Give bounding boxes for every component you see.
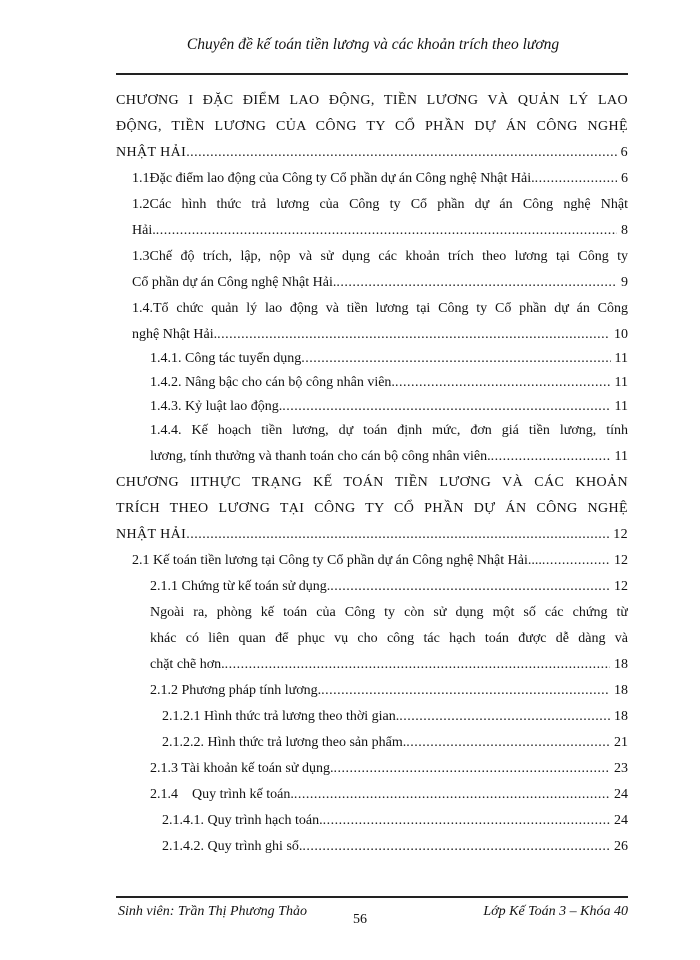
- leader-dots: [395, 372, 611, 394]
- toc-page-number: 26: [614, 839, 628, 854]
- leader-dots: [217, 324, 610, 346]
- toc-entry-1-1[interactable]: 1.1Đặc điểm lao động của Công ty Cổ phần dự án Công nghệ Nhật Hải. ..... 6: [132, 168, 628, 190]
- toc-entry-2-1-4[interactable]: 2.1.4 Quy trình kế toán. ..... 24: [150, 784, 628, 806]
- toc-entry-1-2-line-2[interactable]: Hải. ..... 8: [132, 220, 628, 242]
- leader-dots: [294, 784, 610, 806]
- toc-page-number: 21: [614, 735, 628, 750]
- toc-chapter-1-line-2[interactable]: ĐỘNG, TIỀN LƯƠNG CỦA CÔNG TY CỔ PHẦN DỰ ÁN CÔNG NGHỆ: [116, 119, 628, 134]
- toc-entry-1-4-1[interactable]: 1.4.1. Công tác tuyển dụng ..... 11: [150, 348, 628, 370]
- toc-chapter-1-line-3[interactable]: NHẬT HẢI. ..... 6: [116, 142, 628, 164]
- footer-class-info: Lớp Kế Toán 3 – Khóa 40: [483, 904, 628, 919]
- toc-entry-1-4-3[interactable]: 1.4.3. Kỷ luật lao động. ..... 11: [150, 396, 628, 418]
- toc-extra-line-3[interactable]: chặt chẽ hơn. ..... 18: [150, 654, 628, 676]
- toc-page-number: 12: [614, 579, 628, 594]
- toc-extra-line-2[interactable]: khác có liên quan để phục vụ cho công tác hạch toán được dễ dàng và: [150, 631, 628, 646]
- leader-dots: [225, 654, 610, 676]
- toc-page-number: 9: [621, 275, 628, 290]
- toc-page-number: 18: [614, 657, 628, 672]
- leader-dots: [321, 680, 610, 702]
- leader-dots: [302, 836, 610, 858]
- toc-chapter-2-line-2[interactable]: TRÍCH THEO LƯƠNG TẠI CÔNG TY CỔ PHẦN DỰ ÁN CÔNG NGHỆ: [116, 501, 628, 516]
- toc-entry-2-1-2[interactable]: 2.1.2 Phương pháp tính lương. ..... 18: [150, 680, 628, 702]
- toc-chapter-1-line-1[interactable]: CHƯƠNG I ĐẶC ĐIỂM LAO ĐỘNG, TIỀN LƯƠNG VÀ QUẢN LÝ LAO: [116, 93, 628, 108]
- toc-page-number: 12: [614, 553, 628, 568]
- toc-page-number: 11: [614, 351, 628, 366]
- toc-page-number: 24: [614, 813, 628, 828]
- toc-entry-1-3-line-2[interactable]: Cổ phần dự án Công nghệ Nhật Hải. ..... 9: [132, 272, 628, 294]
- toc-entry-2-1-1[interactable]: 2.1.1 Chứng từ kế toán sử dụng. ..... 12: [150, 576, 628, 598]
- header-rule: [116, 73, 628, 75]
- toc-page-number: 23: [614, 761, 628, 776]
- toc-page-number: 11: [614, 399, 628, 414]
- toc-page-number: 11: [614, 375, 628, 390]
- toc-entry-1-4-line-2[interactable]: nghệ Nhật Hải. ..... 10: [132, 324, 628, 346]
- toc-entry-2-1-3[interactable]: 2.1.3 Tài khoản kế toán sử dụng. ..... 23: [150, 758, 628, 780]
- leader-dots: [399, 706, 610, 728]
- toc-page-number: 8: [621, 223, 628, 238]
- leader-dots: [330, 576, 610, 598]
- toc-page-number: 24: [614, 787, 628, 802]
- leader-dots: [542, 550, 610, 572]
- toc-extra-line-1[interactable]: Ngoài ra, phòng kế toán của Công ty còn sử dụng một số các chứng từ: [150, 605, 628, 620]
- leader-dots: [333, 758, 610, 780]
- leader-dots: [406, 732, 610, 754]
- toc-entry-1-2-line-1[interactable]: 1.2Các hình thức trả lương của Công ty Cổ phần dự án Công nghệ Nhật: [132, 197, 628, 212]
- toc-page-number: 18: [614, 709, 628, 724]
- toc-entry-2-1-2-2[interactable]: 2.1.2.2. Hình thức trả lương theo sản phẩm. ..... 21: [162, 732, 628, 754]
- leader-dots: [491, 446, 611, 468]
- toc-page-number: 6: [620, 145, 628, 160]
- leader-dots: [186, 524, 609, 546]
- leader-dots: [336, 272, 617, 294]
- leader-dots: [282, 396, 610, 418]
- toc-entry-1-4-2[interactable]: 1.4.2. Nâng bậc cho cán bộ công nhân viên. ..... 11: [150, 372, 628, 394]
- footer-page-number: 56: [353, 912, 367, 927]
- toc-entry-2-1[interactable]: 2.1 Kế toán tiền lương tại Công ty Cổ phần dự án Công nghệ Nhật Hải.... ..... 12: [132, 550, 628, 572]
- footer-student-name: Sinh viên: Trần Thị Phương Thảo: [118, 904, 307, 919]
- page-header-title: Chuyên đề kế toán tiền lương và các khoản trích theo lương: [186, 36, 560, 53]
- leader-dots: [301, 348, 610, 370]
- toc-entry-1-3-line-1[interactable]: 1.3Chế độ trích, lập, nộp và sử dụng các khoản trích theo lương tại Công ty: [132, 249, 628, 264]
- footer-rule: [116, 896, 628, 898]
- toc-page-number: 12: [613, 527, 628, 542]
- toc-page-number: 18: [614, 683, 628, 698]
- toc-entry-2-1-4-1[interactable]: 2.1.4.1. Quy trình hạch toán. ..... 24: [162, 810, 628, 832]
- toc-chapter-2-line-1[interactable]: CHƯƠNG IITHỰC TRẠNG KẾ TOÁN TIỀN LƯƠNG VÀ CÁC KHOẢN: [116, 475, 628, 490]
- leader-dots: [535, 168, 617, 190]
- toc-entry-1-4-line-1[interactable]: 1.4.Tổ chức quản lý lao động và tiền lương tại Công ty Cổ phần dự án Công: [132, 301, 628, 316]
- toc-entry-2-1-2-1[interactable]: 2.1.2.1 Hình thức trả lương theo thời gian. ..... 18: [162, 706, 628, 728]
- toc-page-number: 6: [621, 171, 628, 186]
- toc-entry-1-4-4-line-2[interactable]: lương, tính thưởng và thanh toán cho cán bộ công nhân viên. ..... 11: [150, 446, 628, 468]
- toc-entry-1-4-4-line-1[interactable]: 1.4.4. Kế hoạch tiền lương, dự toán định mức, đơn giá tiền lương, tính: [150, 423, 628, 438]
- toc-page-number: 10: [614, 327, 628, 342]
- leader-dots: [323, 810, 610, 832]
- toc-entry-2-1-4-2[interactable]: 2.1.4.2. Quy trình ghi sổ. ..... 26: [162, 836, 628, 858]
- leader-dots: [190, 142, 616, 164]
- toc-chapter-2-line-3[interactable]: NHẬT HẢI ..... 12: [116, 524, 628, 546]
- leader-dots: [156, 220, 617, 242]
- toc-page-number: 11: [614, 449, 628, 464]
